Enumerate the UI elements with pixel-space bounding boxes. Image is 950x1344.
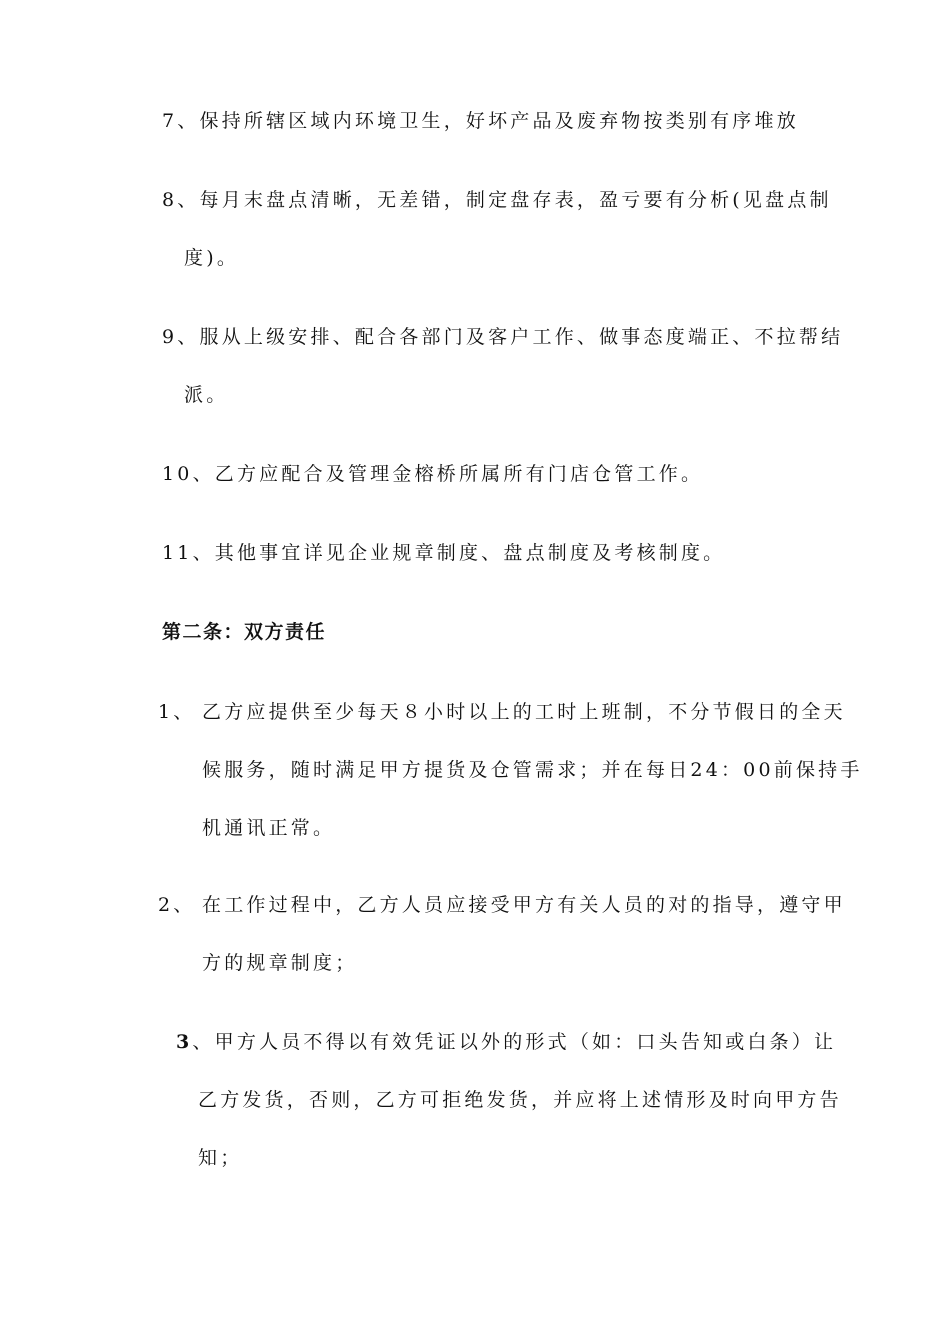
section-item-3-continued-2 [198,1146,242,1170]
section-item-1-continued-2 [202,816,335,840]
item-text: 其他事宜详见企业规章制度、盘点制度及考核制度。 [214,542,726,564]
item-text: 机通讯正常。 [202,817,336,839]
list-item-7 [162,109,799,133]
item-number: 10、 [162,463,215,485]
list-item-8-continued [184,246,239,270]
section-item-2 [158,893,846,917]
section-item-1-continued-1 [202,758,863,782]
item-text: 方的规章制度； [202,952,358,974]
list-item-10 [162,462,703,486]
item-number: 3 [176,1031,193,1053]
section-item-2-continued [202,951,357,975]
list-item-11 [162,541,725,565]
item-text: 在工作过程中，乙方人员应接受甲方有关人员的对的指导，遵守甲 [202,894,846,916]
item-text: 每月末盘点清晰，无差错，制定盘存表，盈亏要有分析(见盘点制 [199,189,832,211]
item-text: 保持所辖区域内环境卫生，好坏产品及废弃物按类别有序堆放 [199,110,799,132]
list-item-8 [162,188,832,212]
item-text: 度)。 [184,247,240,269]
item-text: 甲方人员不得以有效凭证以外的形式（如：口头告知或白条）让 [214,1031,837,1053]
item-number: 9、 [162,326,200,348]
item-text: 乙方应提供至少每天８小时以上的工时上班制，不分节假日的全天 [202,701,846,723]
item-text: 候服务，随时满足甲方提货及仓管需求；并在每日24：00前保持手 [202,759,863,781]
item-separator: 、 [192,1031,215,1053]
section-title: 第二条：双方责任 [162,621,327,643]
section-item-3 [176,1030,836,1054]
item-text: 乙方发货，否则，乙方可拒绝发货，并应将上述情形及时向甲方告 [198,1089,842,1111]
item-number: 8、 [162,189,200,211]
item-text: 乙方应配合及管理金榕桥所属所有门店仓管工作。 [214,463,704,485]
item-text: 服从上级安排、配合各部门及客户工作、做事态度端正、不拉帮结 [199,326,844,348]
item-text: 知； [198,1147,243,1169]
section-item-3-continued-1 [198,1088,842,1112]
item-text: 派。 [184,384,229,406]
item-number: 1、 [158,701,196,723]
section-item-1 [158,700,846,724]
item-number: 2、 [158,894,196,916]
item-number: 7、 [162,110,200,132]
item-number: 11、 [162,542,215,564]
list-item-9-continued [184,383,228,407]
list-item-9 [162,325,843,349]
